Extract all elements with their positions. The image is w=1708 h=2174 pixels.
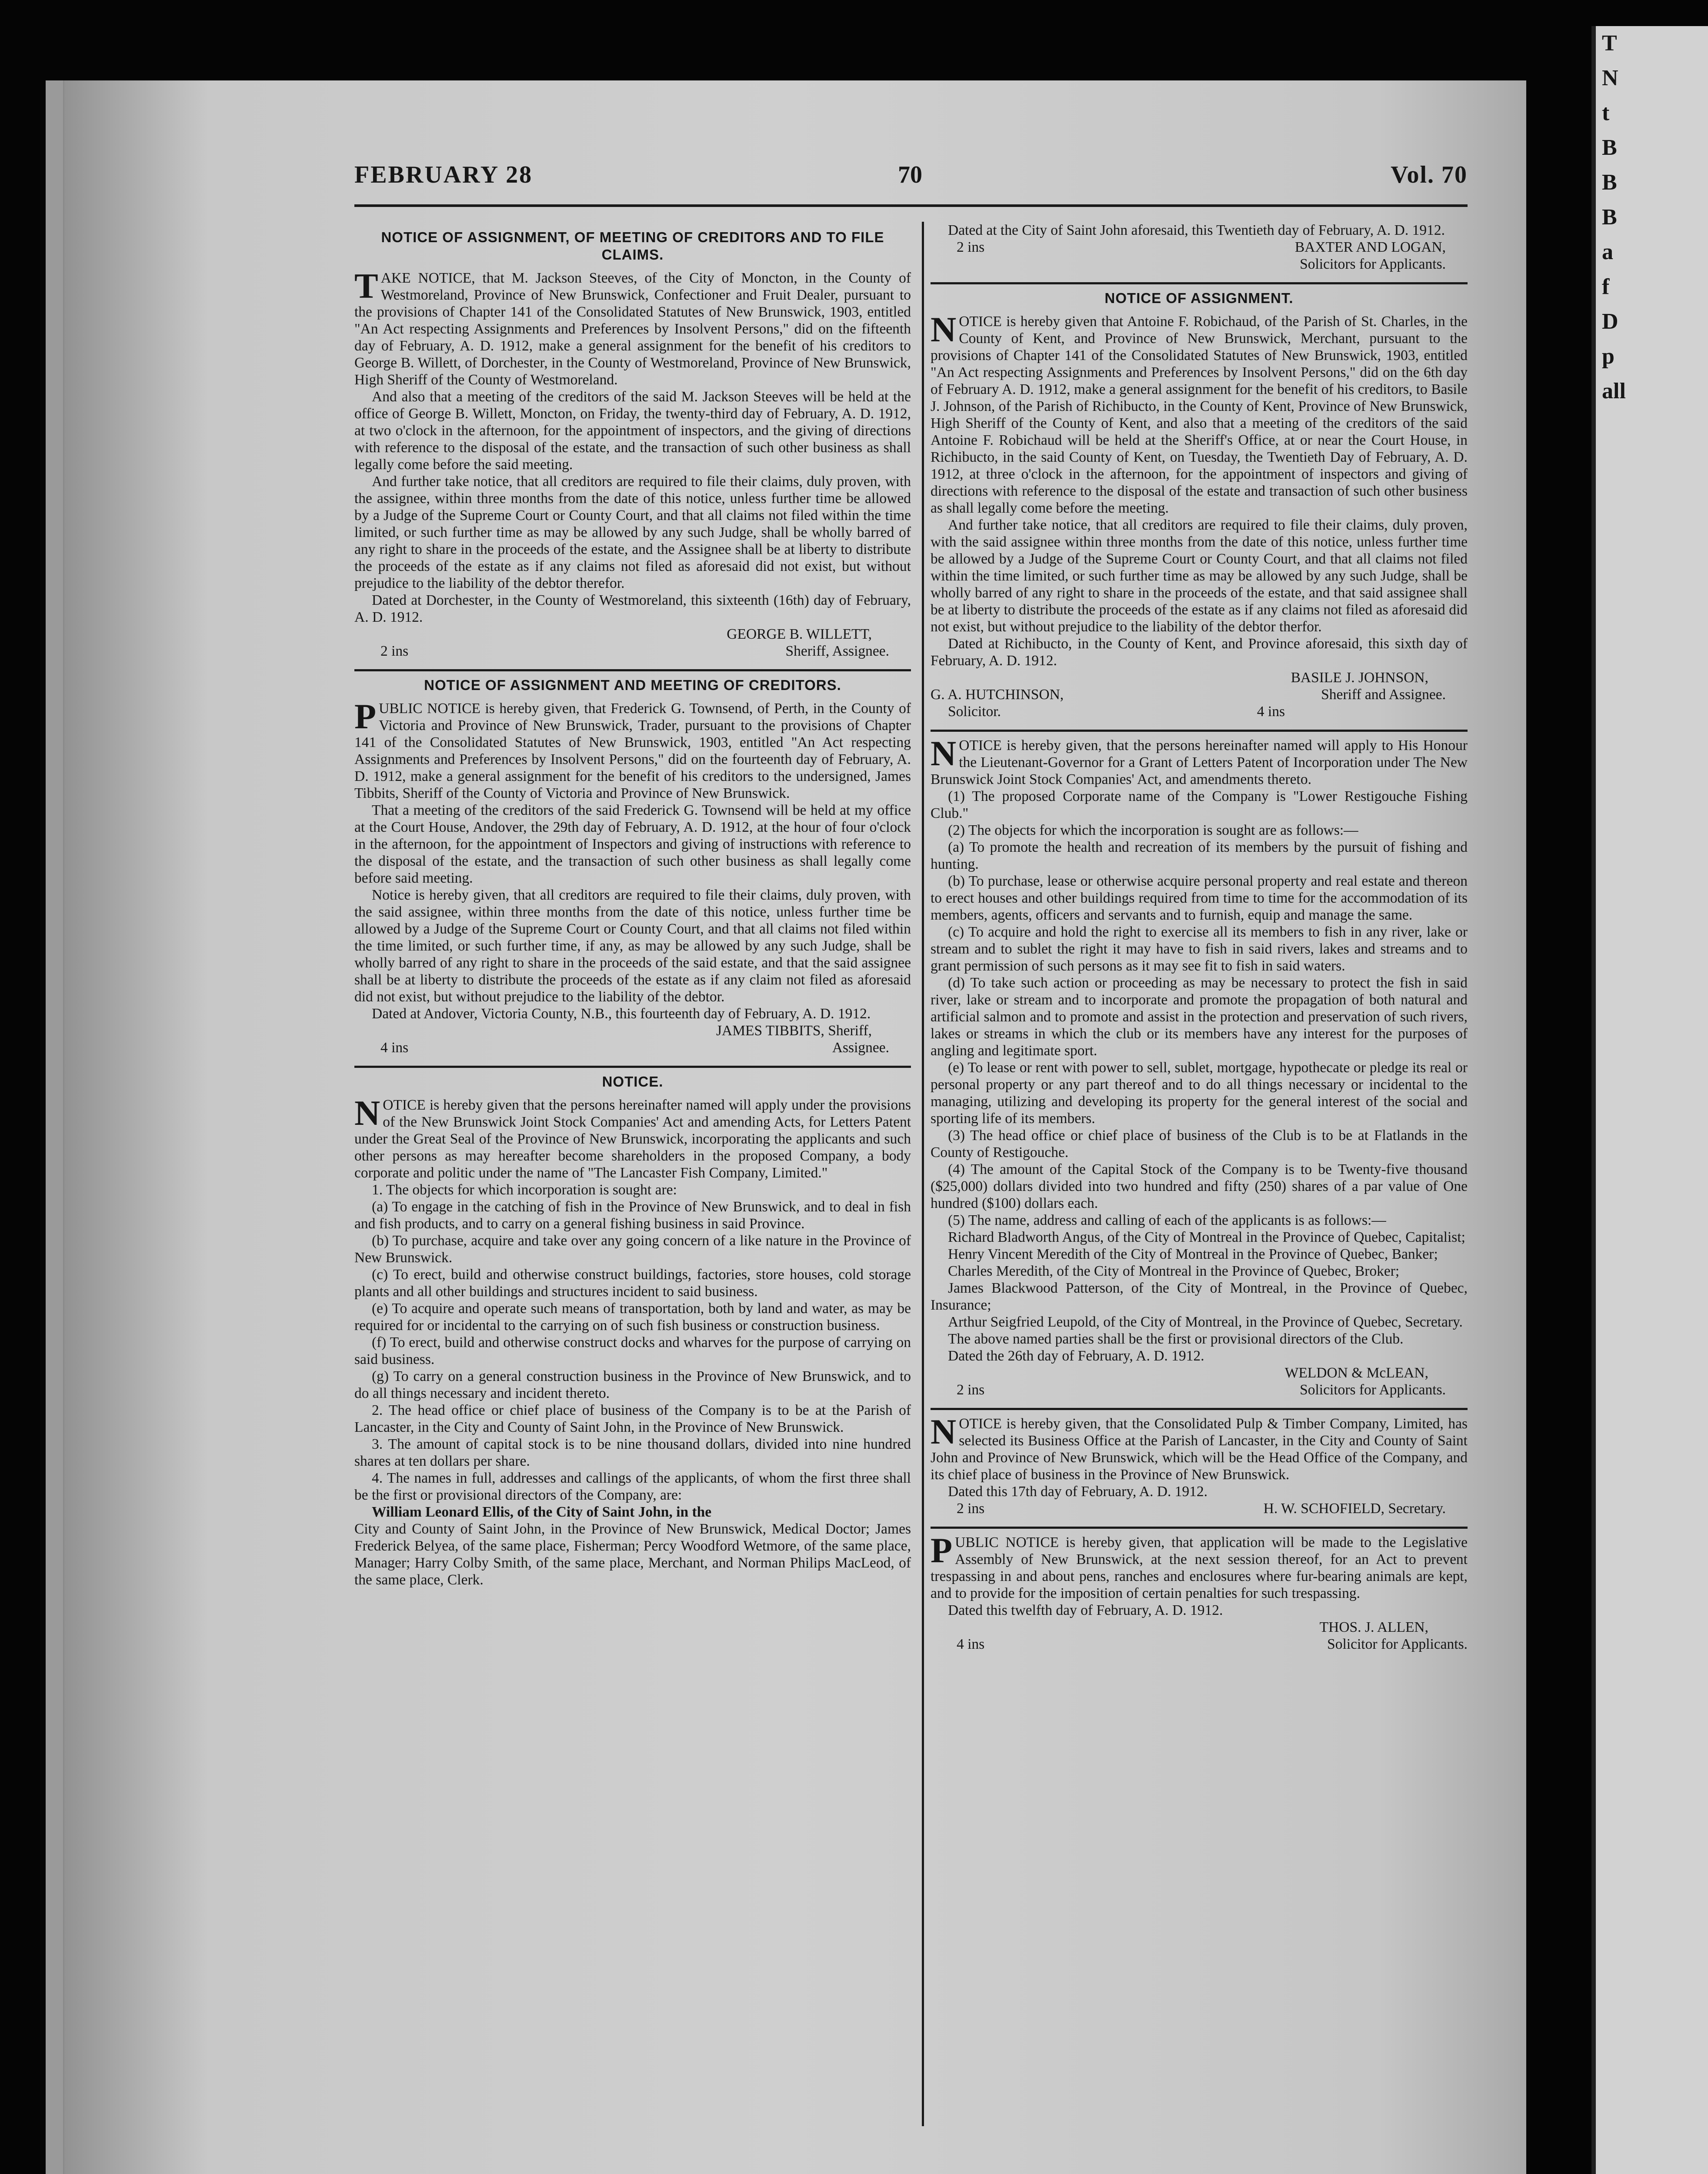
edge-letter: D xyxy=(1602,309,1618,334)
left-column xyxy=(354,226,911,1598)
signature-title: Sheriff, Assignee. xyxy=(785,643,889,659)
signature-name: BAXTER AND LOGAN, xyxy=(1294,239,1446,255)
notice-consolidated-pulp xyxy=(931,1412,1468,1517)
edge-letter: a xyxy=(1602,240,1613,264)
notice-paragraph: (b) To purchase, acquire and take over any going concern of a like nature in the Province of New Brunswick. xyxy=(354,1233,911,1266)
applicant-name-line: William Leonard Ellis, of the City of Saint John, in the xyxy=(372,1504,712,1520)
insertion-count: 2 ins xyxy=(957,239,985,255)
notice-paragraph: (a) To engage in the catching of fish in the Province of New Brunswick, and to deal in fish and fish products, and to carry on a general fishing business in said Province. xyxy=(354,1199,911,1232)
signature-title: Solicitor for Applicants. xyxy=(1327,1636,1468,1652)
notice-assignment-townsend xyxy=(354,677,911,1056)
header-date: FEBRUARY 28 xyxy=(354,161,533,188)
notice-title: NOTICE OF ASSIGNMENT AND MEETING OF CREDITORS. xyxy=(424,677,841,693)
signature-name: BASILE J. JOHNSON, xyxy=(1291,670,1428,686)
drop-cap: N xyxy=(931,310,957,349)
notice-paragraph: Richard Bladworth Angus, of the City of Montreal in the Province of Quebec, Capitalist; xyxy=(948,1229,1465,1245)
edge-letter: N xyxy=(1602,66,1618,90)
signature-name: GEORGE B. WILLETT, xyxy=(727,626,872,642)
notice-paragraph: James Blackwood Patterson, of the City of Montreal, in the Province of Quebec, Insurance; xyxy=(931,1280,1468,1313)
notice-paragraph: 2. The head office or chief place of business of the Company is to be at the Parish of Lancaster, in the City and County of Saint John, in the Province of New Brunswick. xyxy=(354,1402,911,1435)
notice-paragraph: Dated at Richibucto, in the County of Kent, and Province aforesaid, this sixth day of February, A. D. 1912. xyxy=(931,636,1468,669)
notice-paragraph: (g) To carry on a general construction business in the Province of New Brunswick, and to do all things necessary and incident thereto. xyxy=(354,1368,911,1401)
drop-cap: P xyxy=(354,697,377,736)
drop-cap: N xyxy=(931,734,957,773)
notice-paragraph: AKE NOTICE, that M. Jackson Steeves, of the City of Moncton, in the County of Westmoreland, Province of New Brunswick, Confectioner and Fruit Dealer, pursuant to the provisions of Chapter 141 of the Consolidated Statutes of New Brunswick, 1903, entitled "An Act respecting Assignments and Preferences by Insolvent Persons," did on the fifteenth day of February, A. D. 1912, make a general assignment for the benefit of his creditors to George B. Willett, of Dorchester, in the County of Westmoreland, Province of New Brunswick, High Sheriff of the County of Westmoreland. xyxy=(354,270,911,388)
notice-paragraph: (c) To erect, build and otherwise construct buildings, factories, store houses, cold storage plants and all other buildings and structures incident to said business. xyxy=(354,1267,911,1300)
notice-paragraph: (f) To erect, build and otherwise construct docks and wharves for the purpose of carrying on said business. xyxy=(354,1334,911,1367)
notice-paragraph: Dated at the City of Saint John aforesaid, this Twentieth day of February, A. D. 1912. xyxy=(948,222,1445,238)
insertion-count: 2 ins xyxy=(957,1500,985,1517)
notice-separator xyxy=(931,1408,1468,1410)
page-number: 70 xyxy=(898,161,922,188)
solicitor-title: Solicitor. xyxy=(948,704,1001,720)
notice-paragraph: Notice is hereby given, that all creditors are required to file their claims, duly proven, with the said assignee, within three months from the date of this notice, unless further time be allowed by a Judge of the Supreme Court or County Court, and that all claims not filed within the time limited, or such further time, if any, as may be allowed by any such Judge, shall be wholly barred of any right to share in the proceeds of the said estate, and that the said assignee shall be at liberty to distribute the proceeds of the estate as if any claim not filed as aforesaid did not exist, but without prejudice to the liability of the debtor. xyxy=(354,887,911,1005)
insertion-count: 4 ins xyxy=(1257,704,1285,720)
signature-name: WELDON & McLEAN, xyxy=(1284,1365,1428,1381)
edge-letter: p xyxy=(1602,344,1615,369)
header-rule xyxy=(354,204,1468,207)
notice-paragraph: 3. The amount of capital stock is to be nine thousand dollars, divided into nine hundred shares at ten dollars per share. xyxy=(354,1436,911,1469)
notice-paragraph: (5) The name, address and calling of each of the applicants is as follows:— xyxy=(948,1212,1386,1228)
notice-paragraph: Dated this 17th day of February, A. D. 1912. xyxy=(948,1484,1208,1500)
edge-letter: all xyxy=(1602,379,1626,403)
notice-paragraph: (2) The objects for which the incorporation is sought are as follows:— xyxy=(948,822,1358,838)
drop-cap: N xyxy=(931,1412,957,1451)
column-divider xyxy=(922,222,924,2126)
signature-title: Solicitors for Applicants. xyxy=(1300,256,1446,272)
insertion-count: 2 ins xyxy=(380,643,409,659)
insertion-count: 4 ins xyxy=(957,1636,985,1652)
edge-letter: B xyxy=(1602,135,1617,160)
edge-letter: B xyxy=(1602,205,1617,230)
insertion-count: 4 ins xyxy=(380,1040,409,1056)
notice-separator xyxy=(931,282,1468,284)
notice-paragraph: And further take notice, that all creditors are required to file their claims, duly proven, with the said assignee within three months from the date of this notice, unless further time be allowed by a Judge of the Supreme Court or County Court, and that all claims not filed within the time limited, or such further time as may be allowed by any such Judge, shall be wholly barred of any right to share in the proceeds of the estate, and that said assignee shall be at liberty to distribute the proceeds of the estate as if any claims not filed as aforesaid did not exist, but without prejudice to the liability of the debtor therfor. xyxy=(931,517,1468,635)
notice-paragraph: City and County of Saint John, in the Province of New Brunswick, Medical Doctor; James Frederick Belyea, of the same place, Fisherman; Percy Woodford Wetmore, of the same place, Manager; Harry Colby Smith, of the same place, Merchant, and Norman Philips MacLeod, of the same place, Clerk. xyxy=(354,1521,911,1588)
notice-paragraph: 1. The objects for which incorporation is sought are: xyxy=(372,1182,677,1198)
notice-paragraph: OTICE is hereby given that the persons hereinafter named will apply under the provisions of the New Brunswick Joint Stock Companies' Act and amending Acts, for Letters Patent under the Great Seal of the Province of New Brunswick, incorporating the applicants and such other persons as may hereafter become shareholders in the proposed Company, a body corporate and politic under the name of "The Lancaster Fish Company, Limited." xyxy=(354,1097,911,1181)
notice-paragraph: (e) To lease or rent with power to sell, sublet, mortgage, hypothecate or pledge its real or personal property or any part thereof and to do all things necessary or incidental to the managing, utilizing and developing its property for the general interest of the social and sporting life of its members. xyxy=(931,1060,1468,1127)
notice-title: NOTICE. xyxy=(602,1074,664,1090)
volume-number: Vol. 70 xyxy=(1391,161,1468,188)
notice-paragraph: Dated at Dorchester, in the County of Westmoreland, this sixteenth (16th) day of February, A. D. 1912. xyxy=(354,592,911,625)
signature-title: Sheriff and Assignee. xyxy=(1321,687,1446,703)
notice-paragraph: (a) To promote the health and recreation of its members by the pursuit of fishing and hunting. xyxy=(931,839,1468,872)
notice-separator xyxy=(354,1066,911,1068)
notice-paragraph: And also that a meeting of the creditors of the said M. Jackson Steeves will be held at the office of George B. Willett, Moncton, on Friday, the twenty-third day of February, A. D. 1912, at two o'clock in the afternoon, for the appointment of inspectors, and the giving of directions with reference to the disposal of the estate, and the transaction of such other business as shall legally come before the said meeting. xyxy=(354,389,911,473)
notice-paragraph: (b) To purchase, lease or otherwise acquire personal property and real estate and thereon to erect houses and other buildings required from time to time for the accommodation of its members, agents, officers and servants and to furnish, equip and manage the same. xyxy=(931,873,1468,923)
notice-paragraph: (e) To acquire and operate such means of transportation, both by land and water, as may be required for or incidental to the carrying on of such fish business or construction business. xyxy=(354,1300,911,1334)
edge-letter: t xyxy=(1602,100,1610,125)
edge-letter: T xyxy=(1602,31,1617,56)
drop-cap: P xyxy=(931,1530,953,1570)
signature-title: Assignee. xyxy=(832,1040,889,1056)
page-header xyxy=(354,161,1468,200)
notice-lancaster-fish-continued xyxy=(931,222,1468,273)
notice-paragraph: That a meeting of the creditors of the said Frederick G. Townsend will be held at my office at the Court House, Andover, the 29th day of February, A. D. 1912, at the hour of four o'clock in the afternoon, for the appointment of Inspectors and giving of instructions with reference to the disposal of the estate, and the transaction of such other business as shall legally come before said meeting. xyxy=(354,802,911,886)
signature-name: JAMES TIBBITS, Sheriff, xyxy=(716,1023,872,1039)
notice-paragraph: Henry Vincent Meredith of the City of Montreal in the Province of Quebec, Banker; xyxy=(948,1246,1438,1262)
notice-paragraph: OTICE is hereby given that Antoine F. Robichaud, of the Parish of St. Charles, in the County of Kent, and Province of New Brunswick, Merchant, pursuant to the provisions of Chapter 141 of the Consolidated Statutes of New Brunswick, 1903, entitled "An Act respecting Assignments and Preferences by Insolvent Persons," did on the 6th day of February A. D. 1912, make a general assignment for the benefit of his creditors, to Basile J. Johnson, of the Parish of Richibucto, in the County of Kent, Province of New Brunswick, High Sheriff of the County of Kent, and also that a meeting of the creditors of the said Antoine F. Robichaud will be held at the Sheriff's Office, at or near the Court House, in Richibucto, in the said County of Kent, on Tuesday, the Twentieth Day of February, A. D. 1912, at three o'clock in the afternoon, for the appointment of inspectors and giving of directions with reference to the disposal of the estate and transaction of such other business as shall legally come before the meeting. xyxy=(931,313,1468,516)
adjacent-page-edge xyxy=(1591,26,1708,2174)
notice-separator xyxy=(354,669,911,671)
notice-paragraph: Arthur Seigfried Leupold, of the City of Montreal, in the Province of Quebec, Secretary. xyxy=(948,1314,1463,1330)
notice-assignment-robichaud xyxy=(931,290,1468,720)
notice-title: NOTICE OF ASSIGNMENT, OF MEETING OF CREDITORS AND TO FILE CLAIMS. xyxy=(381,229,884,263)
signature-title: Solicitors for Applicants. xyxy=(1300,1382,1446,1398)
edge-letter: B xyxy=(1602,170,1617,195)
notice-separator xyxy=(931,730,1468,732)
notice-paragraph: Dated at Andover, Victoria County, N.B., this fourteenth day of February, A. D. 1912. xyxy=(372,1006,871,1022)
notice-paragraph: UBLIC NOTICE is hereby given, that application will be made to the Legislative Assembly of New Brunswick, at the next session thereof, for an Act to prevent trespassing in and about pens, ranches and enclosures where fur-bearing animals are kept, and to provide for the imposition of certain penalties for such trespassing. xyxy=(931,1534,1468,1601)
notice-paragraph: OTICE is hereby given, that the persons hereinafter named will apply to His Honour the Lieutenant-Governor for a Grant of Letters Patent of Incorporation under The New Brunswick Joint Stock Companies' Act, and amendments thereto. xyxy=(931,737,1468,787)
notice-paragraph: (d) To take such action or proceeding as may be necessary to protect the fish in said river, lake or stream and to incorporate and promote the propagation of both natural and artificial salmon and to promote and assist in the protection and preservation of such rivers, lakes or streams in which the club or its members have any interest for the purposes of angling and legitimate sport. xyxy=(931,975,1468,1059)
notice-paragraph: (4) The amount of the Capital Stock of the Company is to be Twenty-five thousand ($25,000) dollars divided into two hundred and fifty (250) shares of a par value of One hundred ($100) dollars each. xyxy=(931,1161,1468,1211)
notice-assignment-steeves xyxy=(354,229,911,660)
notice-restigouche-club xyxy=(931,734,1468,1398)
notice-separator xyxy=(931,1527,1468,1529)
notice-paragraph: Charles Meredith, of the City of Montreal in the Province of Quebec, Broker; xyxy=(948,1263,1400,1279)
notice-paragraph: OTICE is hereby given, that the Consolidated Pulp & Timber Company, Limited, has selected its Business Office at the Parish of Lancaster, in the City and County of Saint John and Province of New Brunswick, which will be the Head Office of the Company, and its chief place of business in the Province of New Brunswick. xyxy=(931,1416,1468,1483)
drop-cap: N xyxy=(354,1093,380,1133)
notice-paragraph: Dated this twelfth day of February, A. D. 1912. xyxy=(948,1602,1223,1618)
signature-name: H. W. SCHOFIELD, Secretary. xyxy=(1263,1500,1446,1517)
insertion-count: 2 ins xyxy=(957,1382,985,1398)
notice-trespass-act xyxy=(931,1530,1468,1653)
notice-paragraph: 4. The names in full, addresses and callings of the applicants, of whom the first three shall be the first or provisional directors of the Company, are: xyxy=(354,1470,911,1503)
notice-title: NOTICE OF ASSIGNMENT. xyxy=(1104,290,1294,306)
notice-paragraph: (1) The proposed Corporate name of the Company is "Lower Restigouche Fishing Club." xyxy=(931,788,1468,821)
notice-paragraph: And further take notice, that all creditors are required to file their claims, duly proven, with the assignee, within three months from the date of this notice, unless further time be allowed by a Judge of the Supreme Court or County Court, and that all claims not filed within the time limited, or such further time as may be allowed by any such Judge, shall be wholly barred of any right to share in the proceeds of the estate, and the Assignee shall be at liberty to distribute the proceeds of the estate as if any claims not filed as aforesaid did not exist, but without prejudice to the liability of the debtor therefor. xyxy=(354,473,911,591)
signature-name: THOS. J. ALLEN, xyxy=(1319,1619,1428,1635)
page-binding xyxy=(46,80,64,2174)
notice-paragraph: (3) The head office or chief place of business of the Club is to be at Flatlands in the County of Restigouche. xyxy=(931,1127,1468,1160)
drop-cap: T xyxy=(354,266,378,306)
notice-lancaster-fish xyxy=(354,1073,911,1588)
notice-paragraph: Dated the 26th day of February, A. D. 1912. xyxy=(948,1348,1204,1364)
notice-paragraph: (c) To acquire and hold the right to exercise all its members to fish in any river, lake or stream and to sublet the right it may have to fish in said rivers, lakes and streams and to grant permission of such persons as it may see fit to fish in said waters. xyxy=(931,924,1468,974)
right-column xyxy=(931,222,1468,1662)
notice-paragraph: The above named parties shall be the first or provisional directors of the Club. xyxy=(948,1331,1404,1347)
solicitor-name: G. A. HUTCHINSON, xyxy=(931,687,1064,703)
edge-letter: f xyxy=(1602,274,1610,299)
notice-paragraph: UBLIC NOTICE is hereby given, that Frederick G. Townsend, of Perth, in the County of Victoria and Province of New Brunswick, Trader, pursuant to the provisions of Chapter 141 of the Consolidated Statutes of New Brunswick, 1903, entitled "An Act respecting Assignments and Preferences by Insolvent Persons," did on the fourteenth day of February, A. D. 1912, make a general assignment for the benefit of his creditors to the undersigned, James Tibbits, Sheriff of the County of Victoria and Province of New Brunswick. xyxy=(354,700,911,801)
